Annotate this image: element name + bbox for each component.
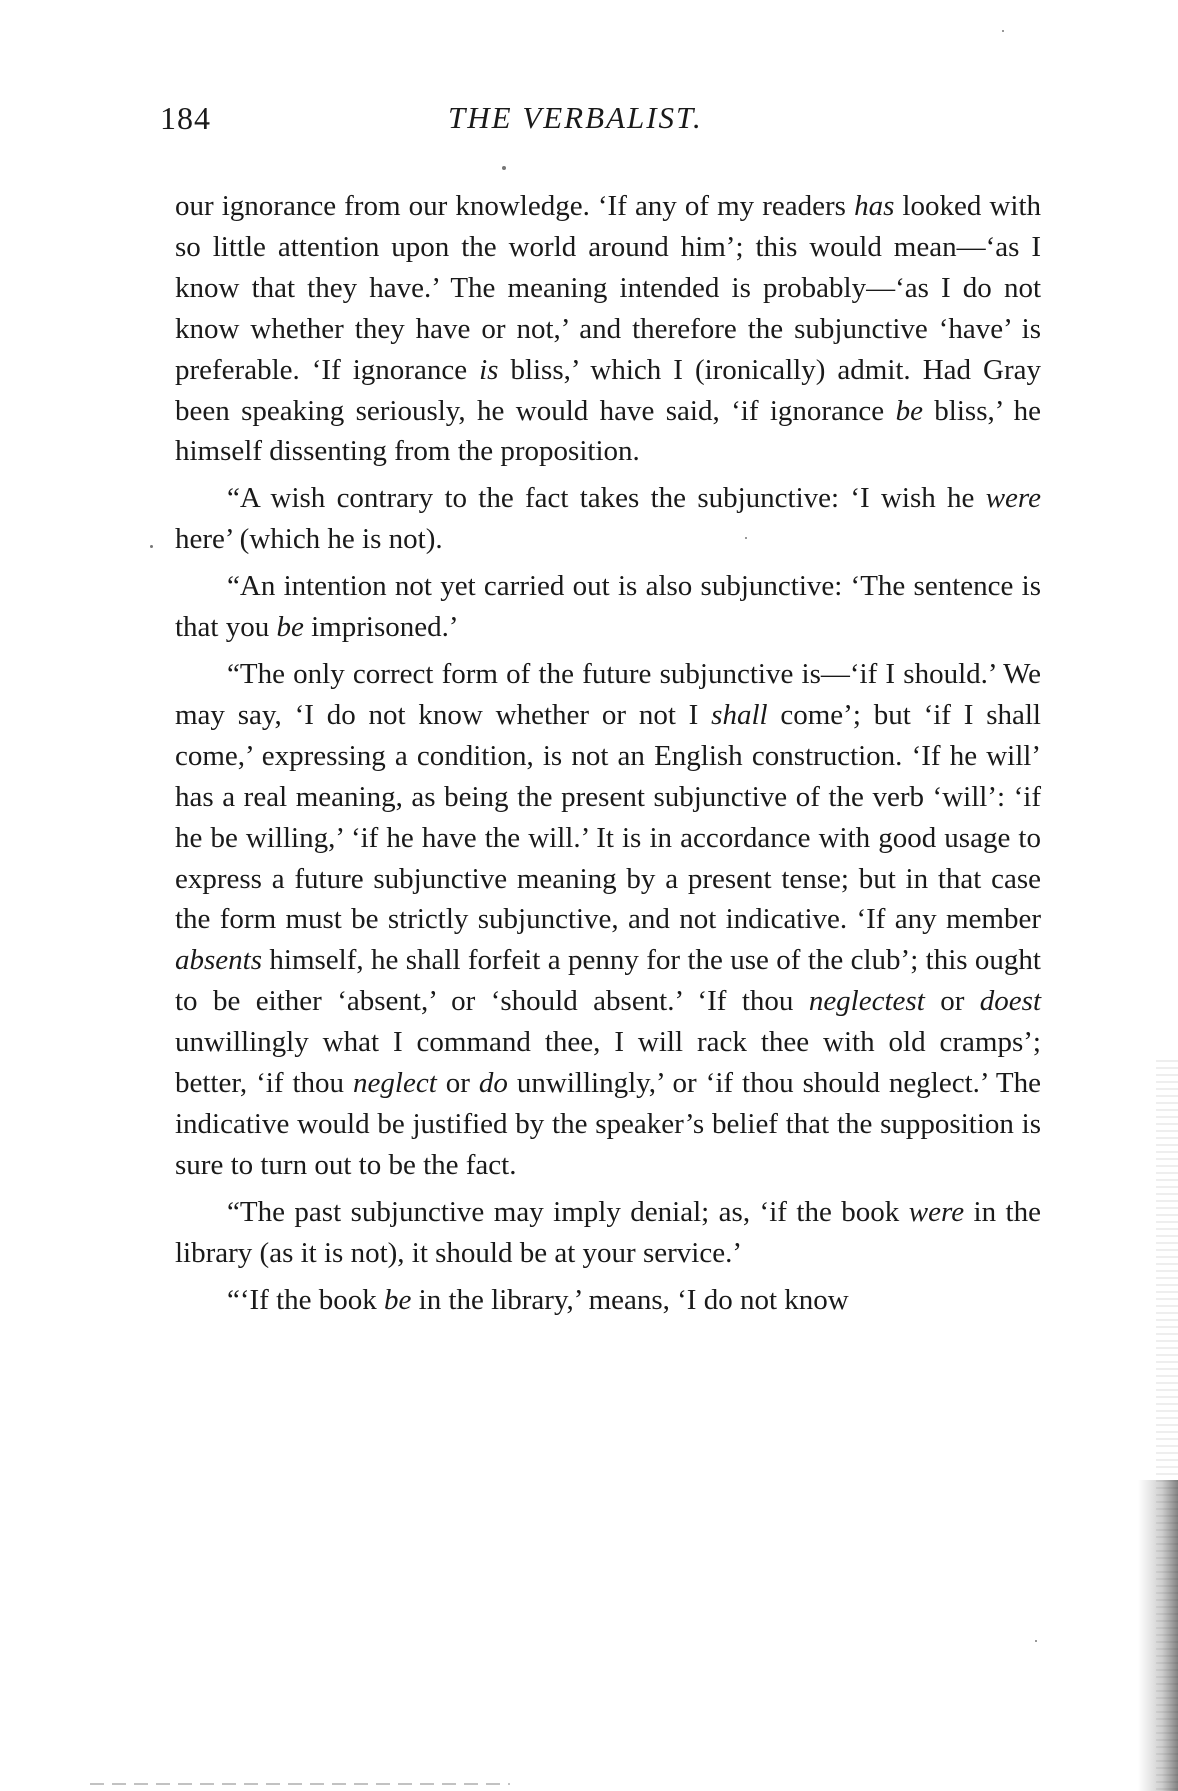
italic-word: is bbox=[479, 353, 499, 386]
paragraph bbox=[175, 186, 1041, 472]
page-number: 184 bbox=[160, 100, 211, 136]
running-title: THE VERBALIST. bbox=[448, 100, 703, 135]
italic-word: were bbox=[985, 482, 1041, 515]
text-run: unwillingly what I command thee, I will rack thee with old cramps’; better, ‘if thou bbox=[175, 1026, 1041, 1100]
scan-bottom-artifact bbox=[90, 1783, 510, 1785]
text-run: in the library (as it is not), it should be at your service.’ bbox=[175, 1195, 1041, 1269]
italic-word: shall bbox=[711, 698, 768, 731]
italic-word: doest bbox=[979, 985, 1041, 1018]
paragraph bbox=[175, 478, 1041, 560]
italic-word: be bbox=[895, 394, 923, 427]
text-run: unwillingly,’ or ‘if thou should neglect.’ The indicative would be justified by the speaker’s belief that the supposition is sure to turn out to be the fact. bbox=[175, 1067, 1041, 1181]
text-run: our ignorance from our knowledge. ‘If any of my readers bbox=[175, 190, 855, 222]
italic-word: absents bbox=[175, 944, 262, 977]
text-run: bliss,’ he himself dissenting from the proposition. bbox=[175, 394, 1041, 468]
text-run: in the library,’ means, ‘I do not know bbox=[411, 1283, 849, 1316]
text-run: himself, he shall forfeit a penny for the use of the club’; this ought to be either ‘absent,’ or ‘should absent.’ ‘If thou bbox=[175, 944, 1041, 1018]
scan-edge-shadow bbox=[1138, 1480, 1178, 1791]
italic-word: has bbox=[854, 190, 895, 222]
paragraph bbox=[175, 1280, 1041, 1321]
scan-speck bbox=[502, 166, 506, 170]
italic-word: do bbox=[478, 1067, 508, 1100]
body-text bbox=[175, 186, 1041, 1320]
scan-speck bbox=[150, 545, 153, 548]
italic-word: be bbox=[384, 1283, 412, 1316]
italic-word: be bbox=[276, 611, 304, 644]
text-run: “A wish contrary to the fact takes the subjunctive: ‘I wish he bbox=[227, 482, 986, 515]
text-run: “The past subjunctive may imply denial; as, ‘if the book bbox=[227, 1195, 909, 1228]
scan-speck bbox=[1002, 30, 1004, 32]
italic-word: were bbox=[908, 1195, 965, 1228]
italic-word: neglectest bbox=[808, 985, 925, 1018]
paragraph bbox=[175, 654, 1041, 1186]
paragraph bbox=[175, 1192, 1041, 1274]
text-run: or bbox=[436, 1067, 479, 1100]
scan-speck bbox=[1035, 1640, 1037, 1642]
text-run: “‘If the book bbox=[227, 1283, 385, 1316]
text-run: “The only correct form of the future subjunctive is—‘if I should.’ We may say, ‘I do not know whether or not I bbox=[175, 657, 1041, 731]
text-run: “An intention not yet carried out is also subjunctive: ‘The sentence is that you bbox=[175, 570, 1041, 644]
text-run: looked with so little attention upon the world around him’; this would mean—‘as I know that they have.’ The meaning intended is probably—‘as I do not know whether they have or not,’ and therefore the subjunctive ‘have’ is preferable. ‘If ignorance bbox=[175, 190, 1041, 386]
text-run: bliss,’ which I (ironically) admit. Had Gray been speaking seriously, he would have said, ‘if ignorance bbox=[175, 353, 1041, 427]
text-run: here’ (which he is not). bbox=[175, 523, 443, 556]
text-run: imprisoned.’ bbox=[303, 611, 459, 644]
scan-speck bbox=[745, 537, 747, 539]
text-run: come’; but ‘if I shall come,’ expressing a condition, is not an English construction. ‘If he will’ has a real meaning, as being the present subjunctive of the verb ‘will’: ‘if he be willing,’ ‘if he have the will.’ It is in accordance with good usage to express a future subjunctive meaning by a present tense; but in that case the form must be strictly subjunctive, and not indicative. ‘If any member bbox=[175, 698, 1041, 936]
page-header bbox=[160, 100, 1040, 150]
paragraph bbox=[175, 566, 1041, 648]
text-run: or bbox=[924, 985, 980, 1018]
italic-word: neglect bbox=[353, 1067, 437, 1100]
